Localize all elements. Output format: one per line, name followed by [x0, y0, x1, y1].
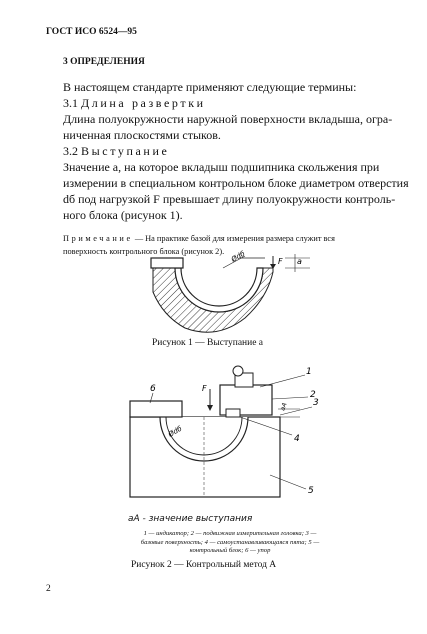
figure1-label-a: a	[297, 257, 302, 266]
legend-line2: базовые поверхность; 4 — самоустанавливающаяся пята; 5 —	[140, 538, 320, 546]
figure2-stop	[130, 401, 182, 417]
figure2-legend	[100, 530, 360, 556]
figure2-callout-2: 2	[310, 390, 316, 400]
page-number: 2	[46, 584, 51, 594]
term2-number: 3.2	[63, 144, 78, 158]
term2-line2: измерении в специальном контрольном блоке диаметром отверстия	[63, 176, 409, 190]
legend-line3: контрольный блок; 6 — упор	[189, 547, 271, 554]
term1-name: Длина развертки	[81, 96, 206, 110]
legend-line1: 1 — индикатор; 2 — подвижная измерительная головка; 3 —	[143, 530, 317, 537]
figure2-indicator	[233, 366, 243, 376]
term1-def-line1: Длина полуокружности наружной поверхности вкладыша, огра-	[63, 112, 393, 126]
term2-line3: dб под нагрузкой F превышает длину полуокружности контроль-	[63, 192, 396, 206]
term2-line1: Значение a, на которое вкладыш подшипника скольжения при	[63, 160, 380, 174]
figure1-label-F: F	[278, 257, 283, 266]
figure2-label-F: F	[202, 384, 207, 393]
figure2-callout-6: 6	[150, 384, 156, 394]
figure2-callout-3: 3	[313, 398, 319, 408]
page-header: ГОСТ ИСО 6524—95	[46, 27, 137, 37]
figure1-label-diameter: Ødб	[230, 249, 247, 264]
term1-heading	[63, 95, 206, 111]
figure2-caption: Рисунок 2 — Контрольный метод A	[131, 560, 277, 570]
figure2-label-diameter: Ødб	[167, 424, 184, 439]
note-line2: поверхность контрольного блока (рисунок 2).	[63, 247, 225, 256]
figure2-drawing	[120, 365, 330, 510]
figure2-label-aA: aA	[279, 401, 289, 412]
figure2-callout-4: 4	[294, 434, 300, 444]
term2-heading	[63, 143, 169, 159]
figure1-caption: Рисунок 1 — Выступание a	[152, 338, 264, 348]
term1-number: 3.1	[63, 96, 78, 110]
figure1-hatched-block	[153, 268, 273, 332]
figure1-drawing	[145, 249, 310, 340]
note-line1	[63, 232, 335, 245]
term2-name: Выступание	[81, 144, 170, 158]
figure2-callout-5: 5	[308, 486, 314, 496]
figure1-stop	[151, 258, 183, 268]
figure2-pad	[226, 409, 240, 417]
term2-line4: ного блока (рисунок 1).	[63, 208, 183, 222]
intro-text: В настоящем стандарте применяют следующие термины:	[63, 80, 357, 94]
note-text1: — На практике базой для измерения размера служит вся	[134, 234, 335, 243]
note-label: Примечание	[63, 234, 133, 243]
figure2-callout-1: 1	[306, 367, 312, 377]
figure2-handwritten-note: aA - значение выступания	[128, 514, 253, 524]
section-title: 3 ОПРЕДЕЛЕНИЯ	[63, 57, 145, 67]
term1-def-line2: ниченная плоскостями стыков.	[63, 128, 221, 142]
